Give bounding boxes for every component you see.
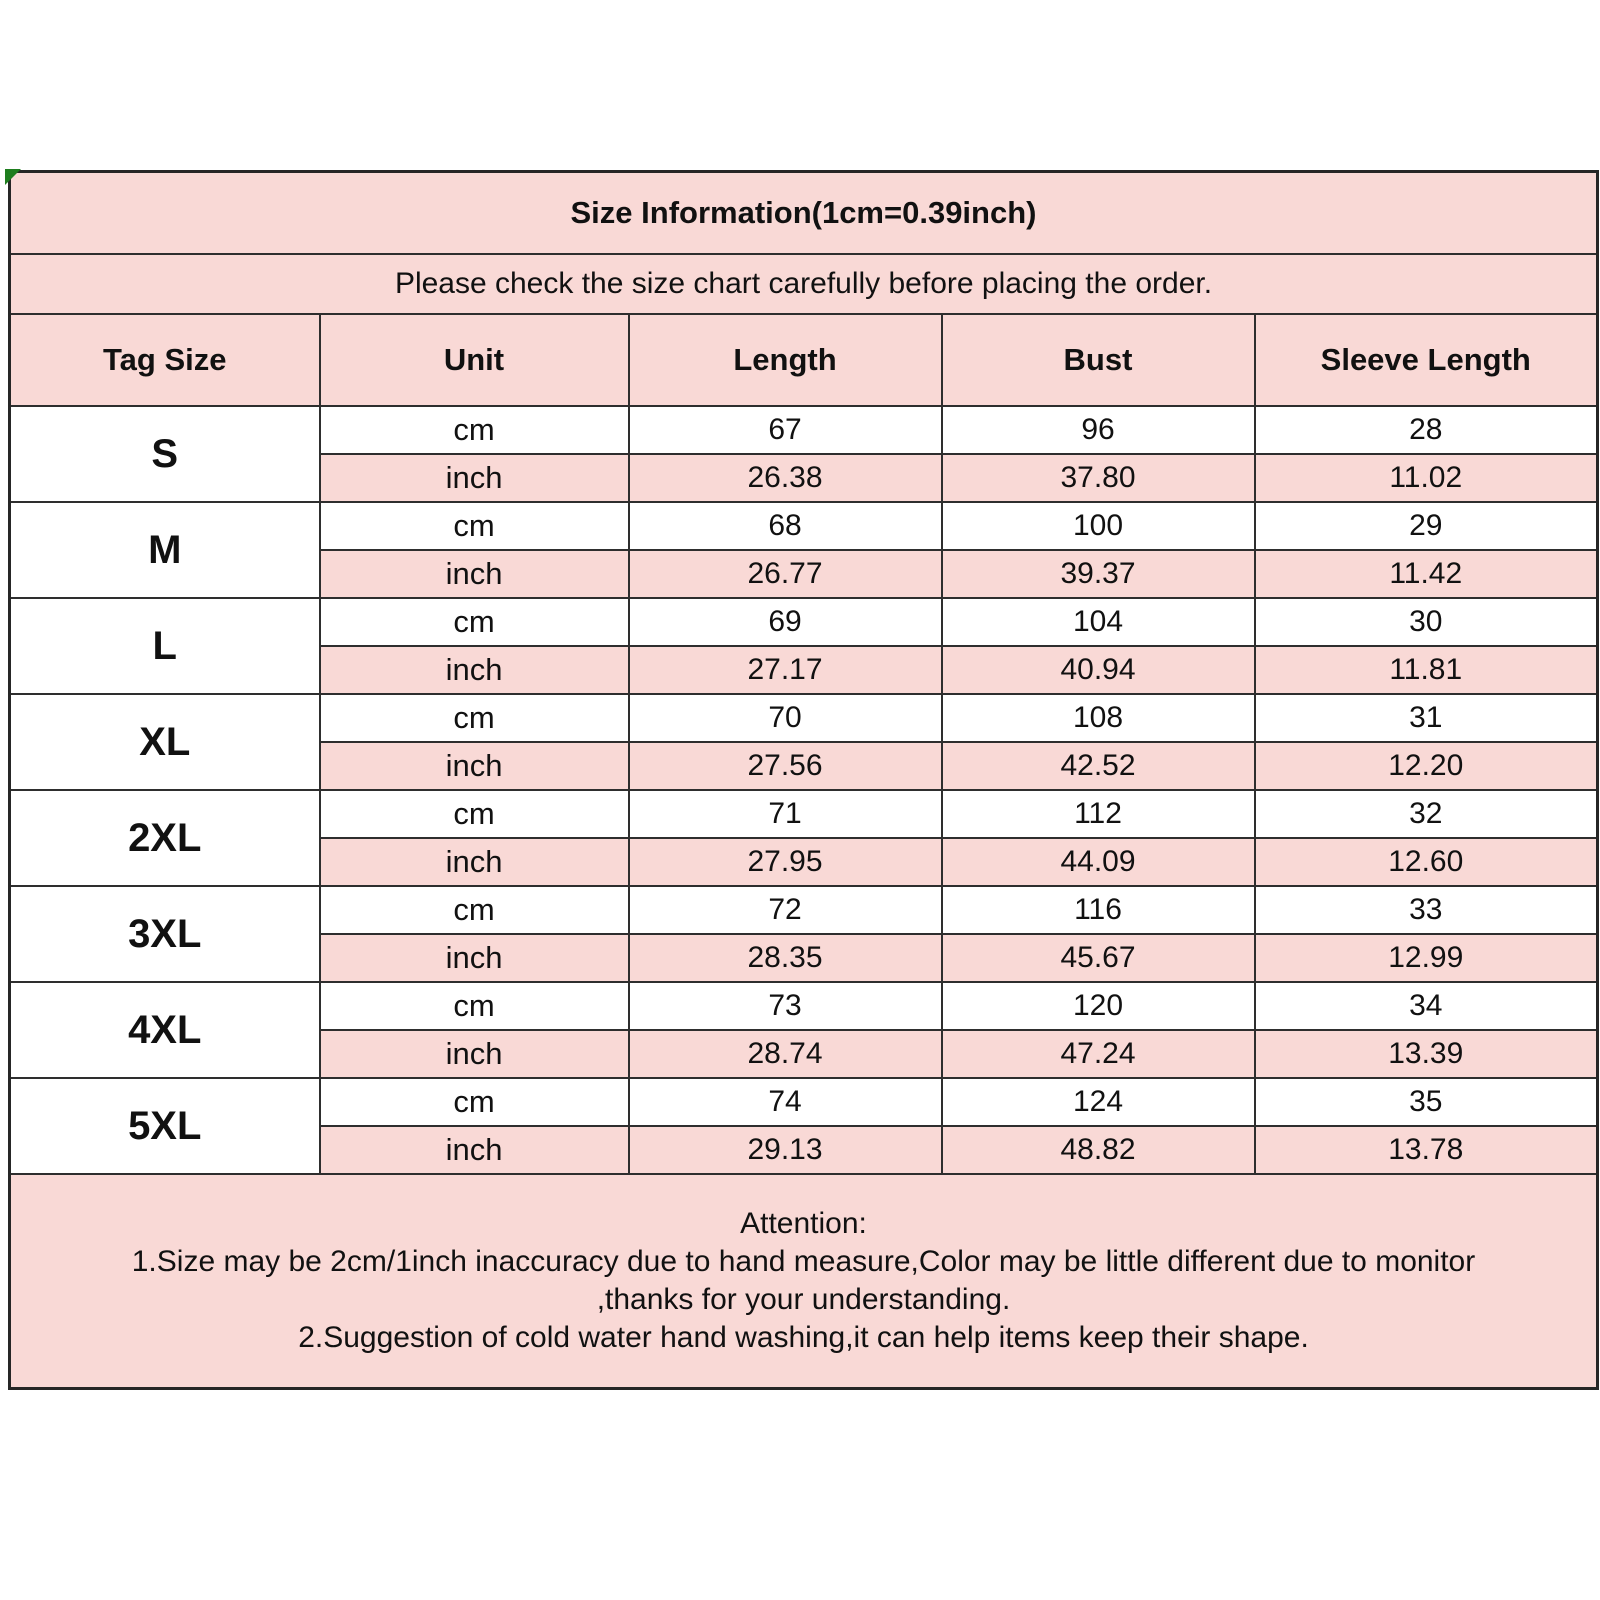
unit-cell: cm xyxy=(320,502,629,550)
column-header-unit: Unit xyxy=(320,314,629,406)
sleeve-cell: 11.42 xyxy=(1255,550,1598,598)
bust-cell: 44.09 xyxy=(942,838,1255,886)
length-cell: 67 xyxy=(629,406,942,454)
column-header-tag-size: Tag Size xyxy=(10,314,320,406)
sleeve-cell: 12.60 xyxy=(1255,838,1598,886)
unit-cell: cm xyxy=(320,598,629,646)
length-cell: 72 xyxy=(629,886,942,934)
unit-cell: inch xyxy=(320,454,629,502)
sleeve-cell: 28 xyxy=(1255,406,1598,454)
sleeve-cell: 30 xyxy=(1255,598,1598,646)
tag-size-cell: 5XL xyxy=(10,1078,320,1174)
bust-cell: 100 xyxy=(942,502,1255,550)
bust-cell: 104 xyxy=(942,598,1255,646)
column-header-sleeve-length: Sleeve Length xyxy=(1255,314,1598,406)
unit-cell: inch xyxy=(320,838,629,886)
bust-cell: 37.80 xyxy=(942,454,1255,502)
bust-cell: 120 xyxy=(942,982,1255,1030)
unit-cell: cm xyxy=(320,406,629,454)
column-header-length: Length xyxy=(629,314,942,406)
tag-size-cell: 3XL xyxy=(10,886,320,982)
sleeve-cell: 12.20 xyxy=(1255,742,1598,790)
sleeve-cell: 13.78 xyxy=(1255,1126,1598,1174)
header-row xyxy=(10,314,1598,406)
length-cell: 27.17 xyxy=(629,646,942,694)
attention-note xyxy=(10,1174,1598,1389)
length-cell: 68 xyxy=(629,502,942,550)
bust-cell: 124 xyxy=(942,1078,1255,1126)
page-title: Size Information(1cm=0.39inch) xyxy=(10,172,1598,255)
column-header-bust: Bust xyxy=(942,314,1255,406)
bust-cell: 116 xyxy=(942,886,1255,934)
table-row xyxy=(10,598,1598,646)
tag-size-cell: L xyxy=(10,598,320,694)
unit-cell: inch xyxy=(320,1126,629,1174)
length-cell: 28.74 xyxy=(629,1030,942,1078)
bust-cell: 40.94 xyxy=(942,646,1255,694)
sleeve-cell: 29 xyxy=(1255,502,1598,550)
title-row xyxy=(10,172,1598,255)
attention-line-1: 1.Size may be 2cm/1inch inaccuracy due to hand measure,Color may be little different due to monitor xyxy=(131,1245,1476,1278)
table-row xyxy=(10,502,1598,550)
attention-row xyxy=(10,1174,1598,1389)
unit-cell: inch xyxy=(320,550,629,598)
length-cell: 29.13 xyxy=(629,1126,942,1174)
sleeve-cell: 12.99 xyxy=(1255,934,1598,982)
bust-cell: 47.24 xyxy=(942,1030,1255,1078)
sleeve-cell: 34 xyxy=(1255,982,1598,1030)
length-cell: 71 xyxy=(629,790,942,838)
length-cell: 70 xyxy=(629,694,942,742)
unit-cell: inch xyxy=(320,934,629,982)
sleeve-cell: 35 xyxy=(1255,1078,1598,1126)
unit-cell: inch xyxy=(320,1030,629,1078)
sleeve-cell: 11.02 xyxy=(1255,454,1598,502)
tag-size-cell: XL xyxy=(10,694,320,790)
length-cell: 73 xyxy=(629,982,942,1030)
attention-heading: Attention: xyxy=(740,1207,867,1240)
table-row xyxy=(10,694,1598,742)
table-row xyxy=(10,982,1598,1030)
unit-cell: cm xyxy=(320,790,629,838)
length-cell: 28.35 xyxy=(629,934,942,982)
length-cell: 74 xyxy=(629,1078,942,1126)
attention-line-3: 2.Suggestion of cold water hand washing,it can help items keep their shape. xyxy=(298,1321,1309,1354)
table-row xyxy=(10,886,1598,934)
unit-cell: inch xyxy=(320,646,629,694)
length-cell: 26.77 xyxy=(629,550,942,598)
tag-size-cell: M xyxy=(10,502,320,598)
subtitle-row xyxy=(10,254,1598,314)
unit-cell: cm xyxy=(320,982,629,1030)
attention-line-2: ,thanks for your understanding. xyxy=(596,1283,1011,1316)
size-chart-table xyxy=(8,170,1599,1390)
bust-cell: 108 xyxy=(942,694,1255,742)
bust-cell: 48.82 xyxy=(942,1126,1255,1174)
sleeve-cell: 32 xyxy=(1255,790,1598,838)
bust-cell: 45.67 xyxy=(942,934,1255,982)
unit-cell: cm xyxy=(320,694,629,742)
table-row xyxy=(10,1078,1598,1126)
table-row xyxy=(10,790,1598,838)
tag-size-cell: S xyxy=(10,406,320,502)
tag-size-cell: 2XL xyxy=(10,790,320,886)
length-cell: 26.38 xyxy=(629,454,942,502)
length-cell: 27.56 xyxy=(629,742,942,790)
tag-size-cell: 4XL xyxy=(10,982,320,1078)
table-row xyxy=(10,406,1598,454)
sleeve-cell: 31 xyxy=(1255,694,1598,742)
bust-cell: 96 xyxy=(942,406,1255,454)
bust-cell: 112 xyxy=(942,790,1255,838)
sleeve-cell: 33 xyxy=(1255,886,1598,934)
unit-cell: inch xyxy=(320,742,629,790)
sleeve-cell: 11.81 xyxy=(1255,646,1598,694)
sleeve-cell: 13.39 xyxy=(1255,1030,1598,1078)
length-cell: 69 xyxy=(629,598,942,646)
unit-cell: cm xyxy=(320,886,629,934)
bust-cell: 42.52 xyxy=(942,742,1255,790)
unit-cell: cm xyxy=(320,1078,629,1126)
length-cell: 27.95 xyxy=(629,838,942,886)
bust-cell: 39.37 xyxy=(942,550,1255,598)
page-subtitle: Please check the size chart carefully before placing the order. xyxy=(10,254,1598,314)
